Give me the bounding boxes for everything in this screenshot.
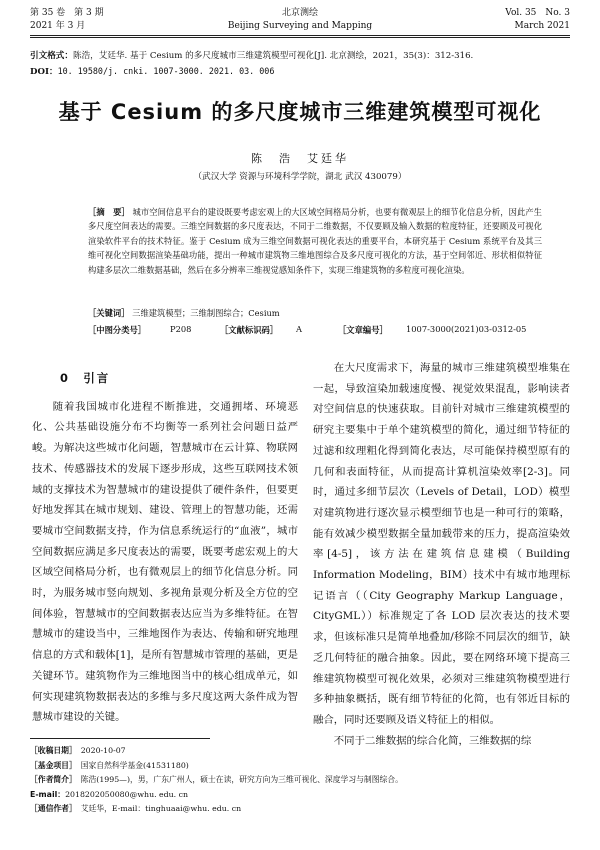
footnotes: [30, 744, 570, 817]
corresponding-author: [30, 802, 570, 817]
email-value: 2018202050080@whu. edu. cn: [65, 789, 189, 799]
citation-text: 陈浩，艾廷华. 基于 Cesium 的多尺度城市三维建筑模型可视化[J]. 北京测绘，2021，35(3)：312-316.: [72, 51, 474, 61]
classification-row: [88, 324, 548, 338]
intro-paragraph-1: 随着我国城市化进程不断推进，交通拥堵、环境恶化、公共基础设施分布不均衡等一系列社会问题日益严峻。为解决这些城市化问题，智慧城市在云计算、物联网技术、传感器技术的发展下逐步形成，这些互联网技术领域的支撑技术为智慧城市的建设提供了硬件条件，但要更好地发挥其在城市规划、建设、管理上的智慧功能，还需要城市空间数据支持，作为信息系统运行的“血液”，城市空间数据应满足多尺度表达的需要，既要考虑宏观上的大区域空间格局分析，也有微观层上的细节化信息分析。同时，为服务城市竖向规划、多视角景观分析及全方位的空间体验，智慧城市的空间数据表达应当为多维特征。在智慧城市的建设当中，三维地图作为表达、传输和研究地理信息的方式和载体[1]，是所有智慧城市管理的基础，更是关键环节。建筑物作为三维地图当中的核心组成单元，如何实现建筑物数据表达的多维与多尺度这两大条件成为智慧城市建设的关键。: [32, 400, 298, 724]
corresponding-value: 艾廷华，E-mail：tinghuaai@whu. edu. cn: [80, 804, 242, 814]
keywords: [88, 306, 542, 320]
citation-block: [30, 49, 570, 80]
doc-code-value: A: [296, 324, 302, 334]
header-divider: [30, 37, 570, 38]
keywords-label: ［关键词］: [88, 308, 130, 318]
publication-date: 2021 年 3 月: [30, 21, 86, 31]
abstract-label: ［摘 要］: [88, 207, 130, 217]
journal-name-en: Beijing Surveying and Mapping: [227, 21, 373, 31]
publication-date-en: March 2021: [514, 21, 570, 31]
citation-label: 引文格式：: [30, 51, 73, 61]
journal-volume-info-en: [505, 7, 570, 33]
article-number-value: 1007-3000(2021)03-0312-05: [406, 324, 527, 334]
keywords-text: 三维建筑模型；三维制图综合；Cesium: [132, 308, 280, 318]
doc-code-label: ［文献标识码］: [220, 325, 279, 335]
volume-issue: 第 35 卷 第 3 期: [30, 8, 104, 18]
volume-issue-en: Vol. 35 No. 3: [505, 8, 570, 18]
author-bio-value: 陈浩(1995—)，男，广东广州人，硕士在读，研究方向为三维可视化、深度学习与制图综合。: [80, 775, 403, 785]
doi-label: DOI：: [30, 67, 58, 77]
author-email: [30, 788, 570, 803]
received-date: [30, 744, 570, 759]
email-label: E-mail：: [30, 789, 66, 799]
paper-authors: 陈 浩 艾廷华: [251, 152, 349, 165]
running-header: [30, 7, 570, 36]
corresponding-label: ［通信作者］: [30, 804, 73, 814]
paper-title: 基于 Cesium 的多尺度城市三维建筑模型可视化: [58, 100, 542, 124]
fund-label: ［基金项目］: [30, 760, 73, 770]
fund-info: [30, 759, 570, 774]
author-bio: [30, 773, 570, 788]
author-bio-label: ［作者简介］: [30, 775, 73, 785]
doi-value: 10. 19580/j. cnki. 1007-3000. 2021. 03. 006: [57, 66, 275, 76]
journal-name-cn: 北京测绘: [281, 8, 318, 18]
intro-paragraph-3: 不同于二维数据的综合化简，三维数据的综: [333, 734, 532, 747]
left-column: [32, 368, 298, 728]
received-label: ［收稿日期］: [30, 746, 73, 755]
clc-value: P208: [170, 324, 192, 334]
intro-paragraph-2: 在大尺度需求下，海量的城市三维建筑模型堆集在一起，导致渲染加载速度慢、视觉效果混乱，影响读者对空间信息的快速获取。目前针对城市三维建筑模型的研究主要集中于单个建筑模型的简化，通过细节特征的过滤和纹理粗化得到简化表达，尽可能保持模型原有的几何和表面特征，从而提高计算机渲染效率[2-3]。同时，通过多细节层次（Levels of Detail，LOD）模型对建筑物进行逐次显示模型细节也是一种可行的策略，能有效减少模型数据全量加载带来的压力，提高渲染效率[4-5]，该方法在建筑信息建模（Building Information Modeling，BIM）技术中有城市地理标记语言（（City Geography Markup Language，CityGML））标准规定了各 LOD 层次表达的技术要求，但该标准只是简单地叠加/移除不同层次的细节，缺乏几何特征的融合抽象。因此，要在网络环境下提高三维建筑物模型可视化效果，必须对三维建筑物模型进行多种抽象概括，既有细节特征的化简，也有邻近目标的融合，同时还要顾及语义特征上的相似。: [313, 362, 570, 726]
article-number-label: ［文章编号］: [338, 325, 388, 335]
abstract-text: 城市空间信息平台的建设既要考虑宏观上的大区域空间格局分析，也要有微观层上的细节化信息分析，因此产生多尺度空间表达的需要。三维空间数据的多尺度表达，不同于二维数据，不仅要顾及输入数据的粒度特征，还要顾及可视化渲染软件平台的技术特征。鉴于 Cesium 成为三维空间数据可视化表达的重要平台，本研究基于 Cesium 系统平台及其三维可视化空间数据渲染基础功能，提出一种城市建筑物三维地图综合及多尺度可视化的方法，基于空间邻近、形状相似特征构建多层次二维数据基础，然后在多分辨率三维视觉感知条件下，实现三维建筑物的多粒度可视化渲染。: [88, 207, 542, 275]
abstract: [88, 205, 542, 277]
fund-value: 国家自然科学基金(41531180): [80, 760, 189, 770]
received-value: 2020-10-07: [80, 746, 126, 755]
journal-name: [30, 7, 570, 33]
clc-label: ［中图分类号］: [88, 325, 147, 335]
right-column: [313, 358, 570, 751]
section-heading-introduction: 0 引言: [60, 371, 111, 385]
footnote-divider: [30, 738, 210, 739]
author-affiliation: （武汉大学 资源与环境科学学院，湖北 武汉 430079）: [193, 172, 407, 182]
